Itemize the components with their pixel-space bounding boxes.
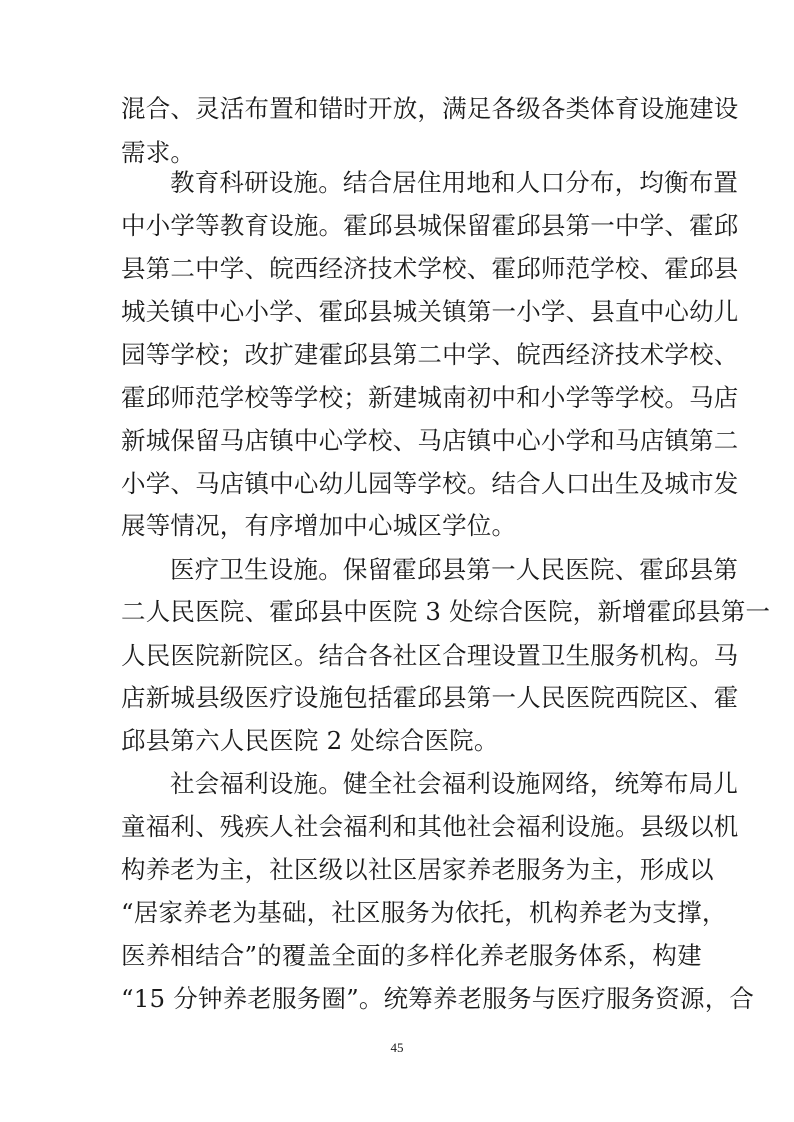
- paragraph-heading-line: 教育科研设施。结合居住用地和人口分布，均衡布置: [170, 168, 739, 197]
- paragraph-heading-line: 医疗卫生设施。保留霍邱县第一人民医院、霍邱县第: [170, 555, 739, 584]
- text-line: 新城保留马店镇中心学校、马店镇中心小学和马店镇第二: [121, 426, 739, 455]
- text-line: 县第二中学、皖西经济技术学校、霍邱师范学校、霍邱县: [121, 254, 739, 283]
- text-line: 二人民医院、霍邱县中医院 3 处综合医院，新增霍邱县第一: [121, 597, 771, 626]
- text-line: “15 分钟养老服务圈”。统筹养老服务与医疗服务资源，合: [121, 984, 755, 1013]
- text-line: 人民医院新院区。结合各社区合理设置卫生服务机构。马: [121, 641, 739, 670]
- text-line: 童福利、残疾人社会福利和其他社会福利设施。县级以机: [121, 812, 739, 841]
- text-line: 医养相结合”的覆盖全面的多样化养老服务体系，构建: [121, 941, 702, 970]
- text-line: 展等情况，有序增加中心城区学位。: [121, 511, 517, 540]
- text-line: 邱县第六人民医院 2 处综合医院。: [121, 726, 499, 755]
- text-line: 店新城县级医疗设施包括霍邱县第一人民医院西院区、霍: [121, 683, 739, 712]
- page-number: 45: [390, 1040, 404, 1055]
- text-line: 城关镇中心小学、霍邱县城关镇第一小学、县直中心幼儿: [121, 297, 739, 326]
- text-line: 中小学等教育设施。霍邱县城保留霍邱县第一中学、霍邱: [121, 211, 739, 240]
- text-line: 小学、马店镇中心幼儿园等学校。结合人口出生及城市发: [121, 469, 739, 498]
- text-line: 构养老为主，社区级以社区居家养老服务为主，形成以: [121, 855, 714, 884]
- text-line: 园等学校；改扩建霍邱县第二中学、皖西经济技术学校、: [121, 340, 739, 369]
- text-line: “居家养老为基础，社区服务为依托，机构养老为支撑，: [121, 898, 727, 927]
- paragraph-heading-line: 社会福利设施。健全社会福利设施网络，统筹布局儿: [170, 769, 739, 798]
- text-line: 混合、灵活布置和错时开放，满足各级各类体育设施建设: [121, 94, 739, 123]
- text-line: 霍邱师范学校等学校；新建城南初中和小学等学校。马店: [121, 383, 739, 412]
- text-line: 需求。: [121, 138, 196, 167]
